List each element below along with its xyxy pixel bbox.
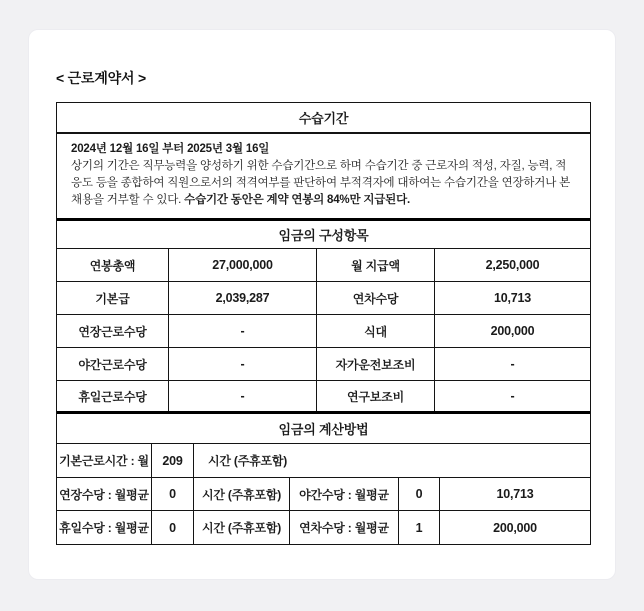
composition-value: 200,000 <box>490 324 535 338</box>
probation-body-regular: 상기의 기간은 직무능력을 양성하기 위한 수습기간으로 하며 수습기간 중 근로자의 적성, 자질, 능력, 적응도 등을 종합하여 직원으로서의 적격여부를 판단하여 부적격자에 대하여는 수습기간을 연장하거나 본채용을 거부할 수 있다. <box>71 160 571 206</box>
calculation-unit: 시간 (주휴포함) <box>194 478 290 510</box>
composition-value: 27,000,000 <box>169 249 317 281</box>
calculation-label: 휴일수당 : 월평균 <box>57 511 152 544</box>
composition-label: 식대 <box>317 315 435 347</box>
composition-label: 월 지급액 <box>317 249 435 281</box>
contract-document <box>56 102 591 545</box>
probation-text-block <box>57 134 590 221</box>
calculation-hours: 0 <box>399 478 440 510</box>
calculation-label: 야간수당 : 월평균 <box>290 478 399 510</box>
probation-section-header: 수습기간 <box>57 103 590 134</box>
composition-value: 2,250,000 <box>485 258 540 272</box>
calculation-label: 기본근로시간 : 월 <box>57 444 152 477</box>
composition-value: - <box>169 381 317 411</box>
composition-label: 자가운전보조비 <box>317 348 435 380</box>
composition-value: - <box>510 357 515 371</box>
composition-label: 연차수당 <box>317 282 435 314</box>
composition-value: - <box>169 315 317 347</box>
probation-period: 2024년 12월 16일 부터 2025년 3월 16일 <box>71 143 270 155</box>
calculation-hours: 0 <box>152 478 194 510</box>
composition-label: 연구보조비 <box>317 381 435 411</box>
probation-body <box>71 158 576 209</box>
composition-row-annual <box>57 249 590 282</box>
calculation-row-holiday <box>57 511 590 544</box>
composition-row-base-pay <box>57 282 590 315</box>
composition-row-night-work <box>57 348 590 381</box>
composition-value: - <box>169 348 317 380</box>
calculation-amount: 10,713 <box>496 487 534 501</box>
composition-label: 야간근로수당 <box>57 348 169 380</box>
composition-row-holiday-work <box>57 381 590 414</box>
composition-label: 연장근로수당 <box>57 315 169 347</box>
composition-section-header: 임금의 구성항목 <box>57 221 590 249</box>
calculation-hours: 1 <box>399 511 440 544</box>
composition-value: 10,713 <box>493 291 532 305</box>
calculation-unit: 시간 (주휴포함) <box>194 511 290 544</box>
contract-card <box>28 29 616 580</box>
calculation-row-base-hours <box>57 444 590 478</box>
calculation-section-header: 임금의 계산방법 <box>57 414 590 444</box>
composition-label: 연봉총액 <box>57 249 169 281</box>
calculation-amount: 200,000 <box>493 520 537 535</box>
calculation-hours: 209 <box>152 444 194 477</box>
probation-body-bold: 수습기간 동안은 계약 연봉의 84%만 지급된다. <box>184 194 410 206</box>
composition-label: 휴일근로수당 <box>57 381 169 411</box>
document-title: < 근로계약서 > <box>56 70 146 86</box>
composition-label: 기본급 <box>57 282 169 314</box>
composition-value: - <box>510 389 515 403</box>
calculation-unit: 시간 (주휴포함) <box>208 454 288 468</box>
calculation-hours: 0 <box>152 511 194 544</box>
calculation-label: 연차수당 : 월평균 <box>290 511 399 544</box>
calculation-row-overtime <box>57 478 590 511</box>
composition-value: 2,039,287 <box>169 282 317 314</box>
calculation-label: 연장수당 : 월평균 <box>57 478 152 510</box>
composition-row-overtime <box>57 315 590 348</box>
